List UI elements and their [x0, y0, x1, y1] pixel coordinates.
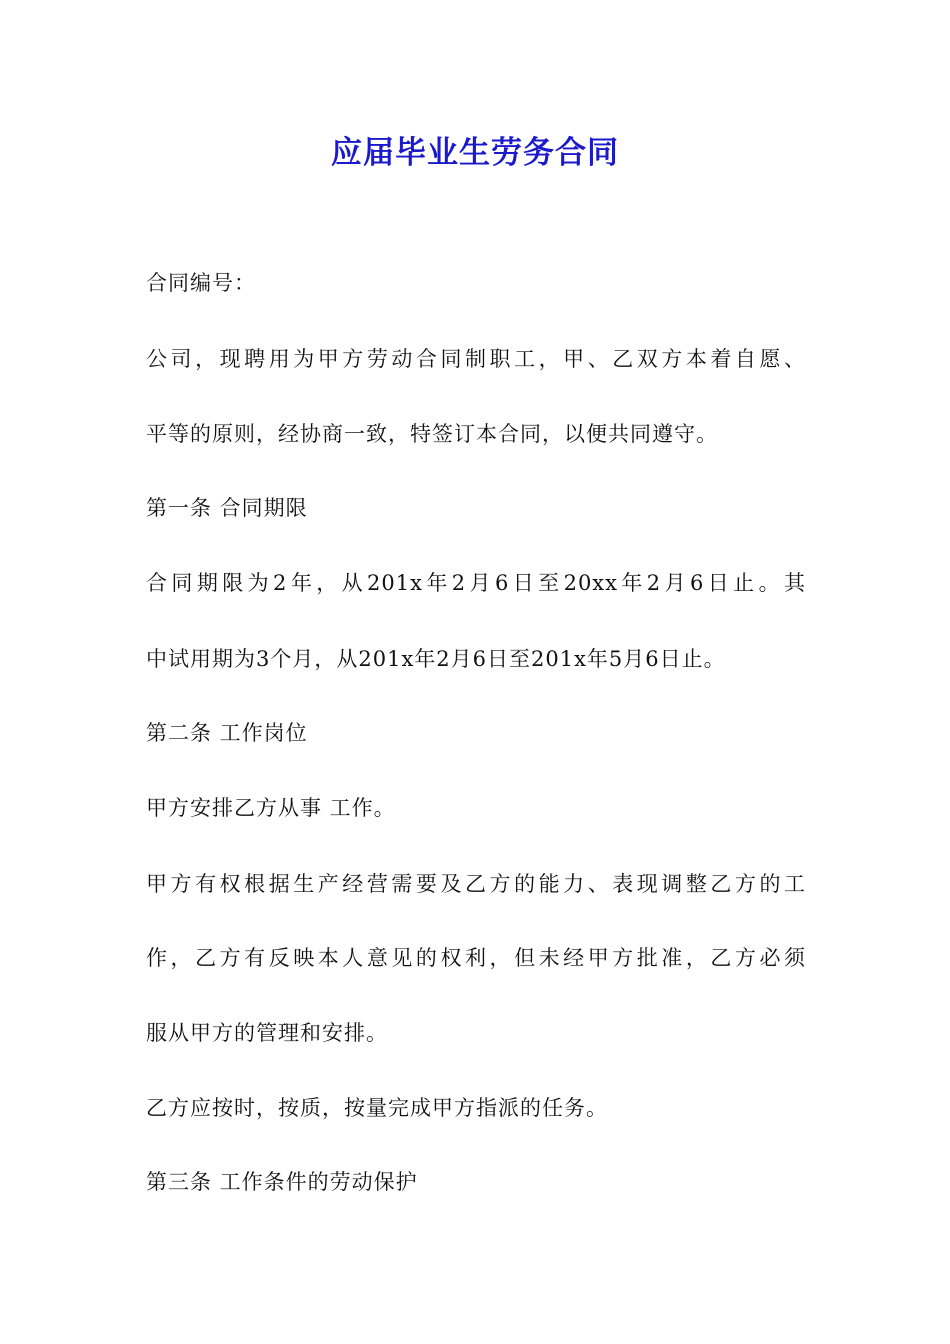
section-heading: 第一条 合同期限 — [146, 496, 308, 520]
section-heading: 第二条 工作岗位 — [146, 721, 308, 745]
paragraph-line: 乙方应按时，按质，按量完成甲方指派的任务。 — [146, 1096, 608, 1120]
section-heading: 第三条 工作条件的劳动保护 — [146, 1170, 418, 1194]
contract-number-label: 合同编号： — [146, 271, 256, 295]
paragraph-line: 中试用期为3个月，从201x年2月6日至201x年5月6日止。 — [146, 647, 726, 671]
paragraph-line: 平等的原则，经协商一致，特签订本合同，以便共同遵守。 — [146, 422, 718, 446]
document-title: 应届毕业生劳务合同 — [331, 135, 619, 171]
paragraph-line: 公司，现聘用为甲方劳动合同制职工，甲、乙双方本着自愿、 — [146, 347, 806, 371]
paragraph-line: 服从甲方的管理和安排。 — [146, 1021, 388, 1045]
paragraph-line: 甲方有权根据生产经营需要及乙方的能力、表现调整乙方的工 — [146, 872, 806, 896]
paragraph-line: 合同期限为2年，从201x年2月6日至20xx年2月6日止。其 — [146, 571, 806, 595]
paragraph-line: 甲方安排乙方从事 工作。 — [146, 796, 396, 820]
paragraph-line: 作，乙方有反映本人意见的权利，但未经甲方批准，乙方必须 — [146, 946, 806, 970]
